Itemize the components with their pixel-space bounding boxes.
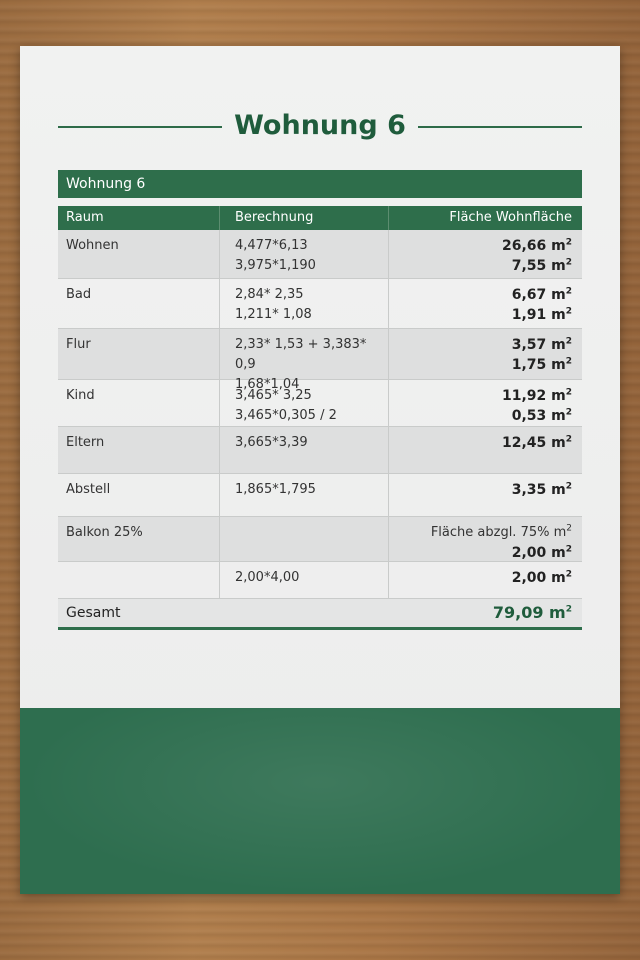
area-cell [388,380,582,426]
calculation-line: 1,865*1,795 [235,482,316,497]
table-row [58,230,582,279]
document-sheet [20,46,620,894]
room-name: Balkon 25% [66,525,143,540]
area-value-text: 11,92 m [501,388,566,404]
title-row [58,108,582,144]
calculation-line: 2,84* 2,35 [235,287,304,302]
calculation-cell [219,427,388,473]
calculation-cell [219,562,388,598]
calculation-line: 3,665*3,39 [235,435,308,450]
area-value-text: 26,66 m [501,238,566,254]
table-row [58,279,582,329]
unit-superscript: 2 [565,237,572,248]
unit-superscript: 2 [565,434,572,445]
table-row [58,380,582,427]
table-body [58,230,582,599]
total-value-text: 79,09 m [492,603,566,622]
area-value-text: 12,45 m [501,435,566,451]
calculation-line: 3,465* 3,25 [235,388,312,403]
unit-superscript: 2 [565,257,572,268]
total-row [58,599,582,630]
room-name [58,562,219,598]
area-value [389,386,572,406]
room-name: Kind [66,388,95,403]
area-value [389,543,572,563]
table-row [58,427,582,474]
area-table [58,206,582,630]
area-value [389,236,572,256]
calculation-line: 2,33* 1,53 + 3,383* 0,9 [235,337,367,372]
unit-superscript: 2 [565,544,572,555]
area-value-text: 3,57 m [511,337,566,353]
area-value [389,523,572,543]
area-value [389,335,572,355]
unit-superscript: 2 [566,523,572,534]
header-berechnung: Berechnung [219,206,388,230]
unit-superscript: 2 [565,286,572,297]
area-cell [388,329,582,379]
calculation-line: 3,975*1,190 [235,258,316,273]
area-cell [388,230,582,278]
calculation-cell [219,474,388,516]
calculation-cell [219,329,388,392]
calculation-cell [219,230,388,278]
area-value [389,433,572,453]
area-value-text: 3,35 m [511,482,566,498]
area-value-text: 2,00 m [511,545,566,561]
calculation-line: 3,465*0,305 / 2 [235,408,337,423]
area-cell [388,427,582,473]
calculation-cell [219,279,388,328]
area-cell [388,517,582,561]
table-row [58,562,582,599]
unit-superscript: 2 [565,336,572,347]
total-label: Gesamt [66,605,121,621]
calculation-cell [219,380,388,426]
unit-superscript: 2 [565,407,572,418]
table-row [58,329,582,392]
calculation-line: 4,477*6,13 [235,238,308,253]
area-value [389,256,572,276]
area-value [389,355,572,375]
page-title: Wohnung 6 [234,110,406,141]
room-name: Eltern [66,435,105,450]
area-value-text: 0,53 m [511,408,566,424]
room-name: Flur [66,337,91,352]
table-row [58,517,582,562]
area-value [389,305,572,325]
room-name: Bad [66,287,92,302]
unit-superscript: 2 [565,306,572,317]
area-value-text: 7,55 m [511,258,566,274]
area-value [389,480,572,500]
area-value [389,568,572,588]
calculation-line: 2,00*4,00 [235,570,300,585]
area-value [389,285,572,305]
unit-superscript: 2 [565,481,572,492]
header-raum: Raum [66,210,104,225]
unit-superscript: 2 [565,569,572,580]
area-value-text: Fläche abzgl. 75% m [430,525,567,540]
area-value-text: 1,91 m [511,307,566,323]
area-value [389,406,572,426]
area-value-text: 2,00 m [511,570,566,586]
area-cell [388,279,582,328]
table-header [58,206,582,230]
table-row [58,474,582,517]
area-value-text: 6,67 m [511,287,566,303]
header-flaeche: Fläche Wohnfläche [388,206,582,230]
unit-superscript: 2 [565,387,572,398]
calculation-cell [219,517,388,561]
room-name: Abstell [66,482,111,497]
total-value [388,599,582,627]
title-rule-right [418,126,582,128]
calculation-line: 1,211* 1,08 [235,307,312,322]
section-header: Wohnung 6 [58,170,582,198]
area-value-text: 1,75 m [511,357,566,373]
area-cell [388,474,582,516]
area-cell [388,562,582,598]
unit-superscript: 2 [565,356,572,367]
room-name: Wohnen [66,238,119,253]
unit-superscript: 2 [565,604,572,615]
calculation-line: 1,68*1,04 [235,377,300,392]
green-footer-band [20,708,620,894]
